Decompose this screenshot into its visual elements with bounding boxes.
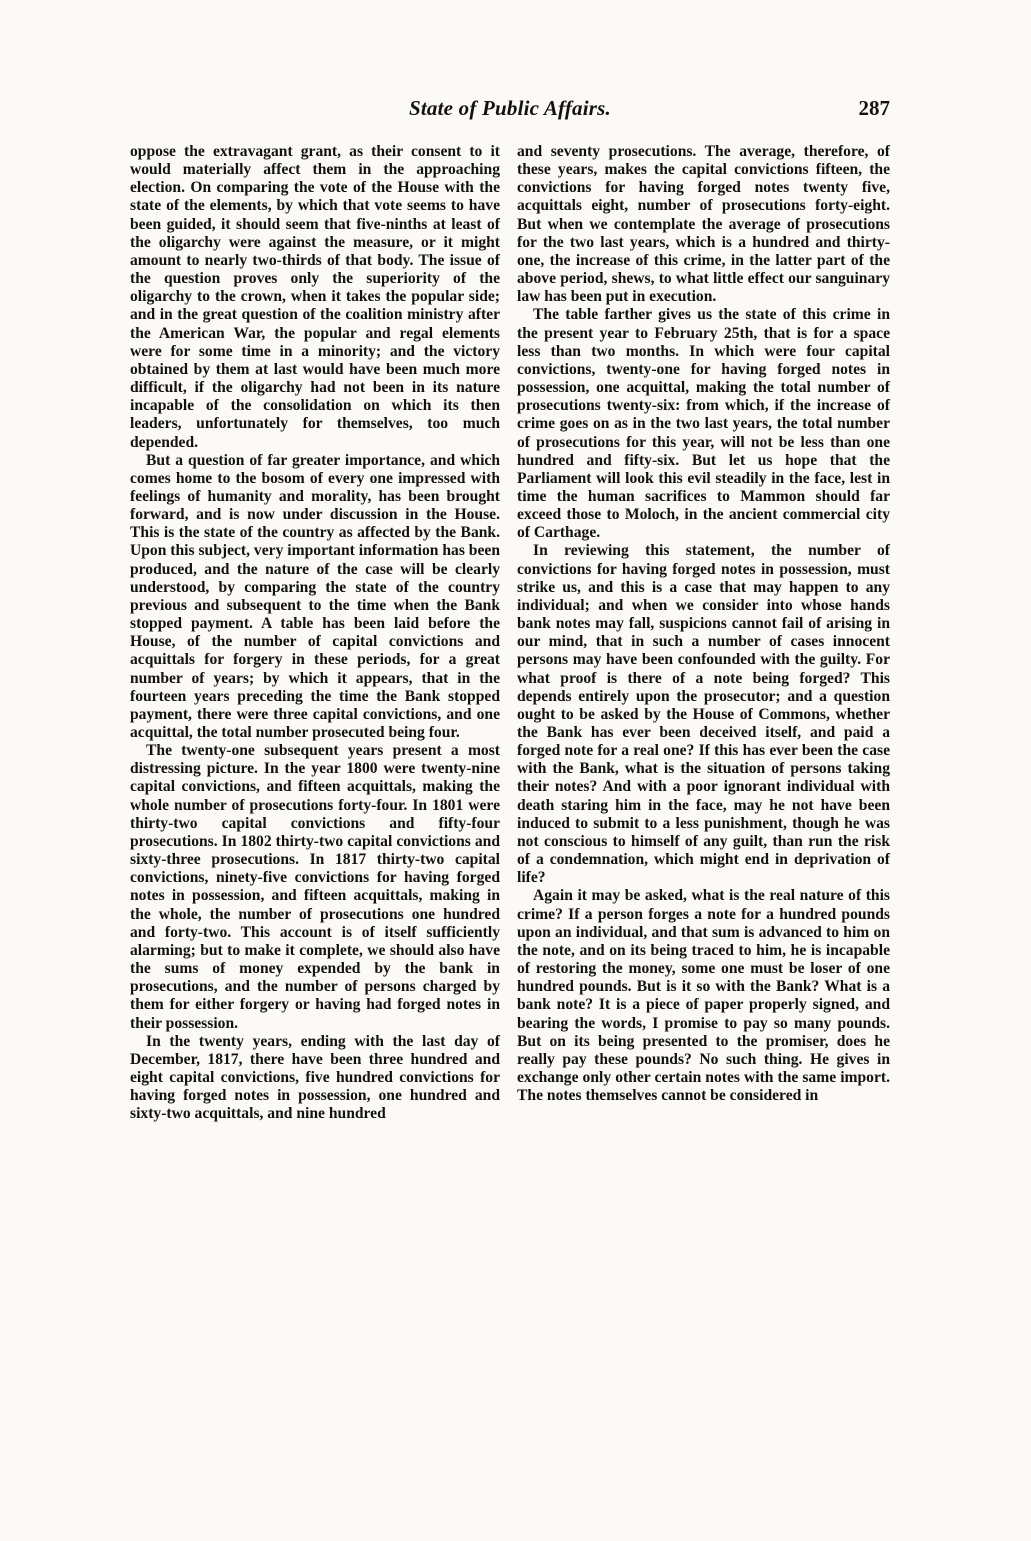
page-header	[130, 96, 890, 126]
running-title: State of Public Affairs.	[409, 96, 611, 120]
paragraph: and seventy prosecutions. The average, therefore, of these years, makes the capital convictions fifteen, the convictions for having forged notes twenty five, acquittals eight, number of prosecutions forty-eight. But when we contemplate the average of prosecutions for the two last years, which is a hundred and thirty-one, the increase of this crime, in the latter part of the above period, shews, to what little effect our sanguinary law has been put in execution.	[517, 143, 890, 306]
paragraph: But a question of far greater importance, and which comes home to the bosom of every one impressed with feelings of humanity and morality, has been brought forward, and is now under discussion in the House. This is the state of the country as affected by the Bank. Upon this subject, very important information has been produced, and the nature of the case will be clearly understood, by comparing the state of the country previous and subsequent to the time when the Bank stopped payment. A table has been laid before the House, of the number of capital convictions and acquittals for forgery in these periods, for a great number of years; by which it appears, that in the fourteen years preceding the time the Bank stopped payment, there were three capital convictions, and one acquittal, the total number prosecuted being four.	[130, 451, 500, 741]
paragraph: The twenty-one subsequent years present a most distressing picture. In the year 1800 were twenty-nine capital convictions, and fifteen acquittals, making the whole number of prosecutions forty-four. In 1801 were thirty-two capital convictions and fifty-four prosecutions. In 1802 thirty-two capital convictions and sixty-three prosecutions. In 1817 thirty-two capital convictions, ninety-five convictions for having forged notes in possession, and fifteen acquittals, making in the whole, the number of prosecutions one hundred and forty-two. This account is of itself sufficiently alarming; but to make it complete, we should also have the sums of money expended by the bank in prosecutions, and the number of persons charged by them for either forgery or having had forged notes in their possession.	[130, 742, 500, 1032]
paragraph: oppose the extravagant grant, as their consent to it would materially affect them in the approaching election. On comparing the vote of the House with the state of the elements, by which that vote seems to have been guided, it should seem that five-ninths at least of the oligarchy were against the measure, or it might amount to nearly two-thirds of that body. The issue of the question proves only the superiority of the oligarchy to the crown, when it takes the popular side; and in the great question of the coalition ministry after the American War, the popular and regal elements were for some time in a minority; and the victory obtained by them at last would have been much more difficult, if the oligarchy had not been in its nature incapable of the consolidation on which its then leaders, unfortunately for themselves, too much depended.	[130, 143, 500, 451]
left-column	[130, 143, 500, 1123]
paragraph: The table farther gives us the state of this crime in the present year to February 25th, that is for a space less than two months. In which were four capital convictions, twenty-one for having forged notes in possession, one acquittal, making the total number of prosecutions twenty-six: from which, if the increase of crime goes on as in the two last years, the total number of prosecutions for this year, will not be less than one hundred and fifty-six. But let us hope that the Parliament will look this evil steadily in the face, lest in time the human sacrifices to Mammon should far exceed those to Moloch, in the ancient commercial city of Carthage.	[517, 306, 890, 542]
paragraph: In reviewing this statement, the number of convictions for having forged notes in possession, must strike us, and this is a case that may happen to any individual; and when we consider into whose hands bank notes may fall, suspicions cannot fail of arising in our mind, that in such a number of cases innocent persons may have been confounded with the guilty. For what proof is there of a note being forged? This depends entirely upon the prosecutor; and a question ought to be asked by the House of Commons, whether the Bank has ever been deceived itself, and paid a forged note for a real one? If this has ever been the case with the Bank, what is the situation of persons taking their notes? And with a poor ignorant individual with death staring him in the face, may he not have been induced to submit to a less punishment, though he was not conscious to himself of any guilt, than run the risk of a condemnation, which might end in deprivation of life?	[517, 542, 890, 887]
paragraph: In the twenty years, ending with the last day of December, 1817, there have been three hundred and eight capital convictions, five hundred convictions for having forged notes in possession, one hundred and sixty-two acquittals, and nine hundred	[130, 1032, 500, 1123]
right-column	[517, 143, 890, 1105]
page-number: 287	[858, 96, 890, 120]
paragraph: Again it may be asked, what is the real nature of this crime? If a person forges a note for a hundred pounds upon an individual, and that sum is advanced to him on the note, and on its being traced to him, he is incapable of restoring the money, some one must be loser of one hundred pounds. But is it so with the Bank? What is a bank note? It is a piece of paper properly signed, and bearing the words, I promise to pay so many pounds. But on its being presented to the promiser, does he really pay these pounds? No such thing. He gives in exchange only other certain notes with the same import. The notes themselves cannot be considered in	[517, 887, 890, 1105]
